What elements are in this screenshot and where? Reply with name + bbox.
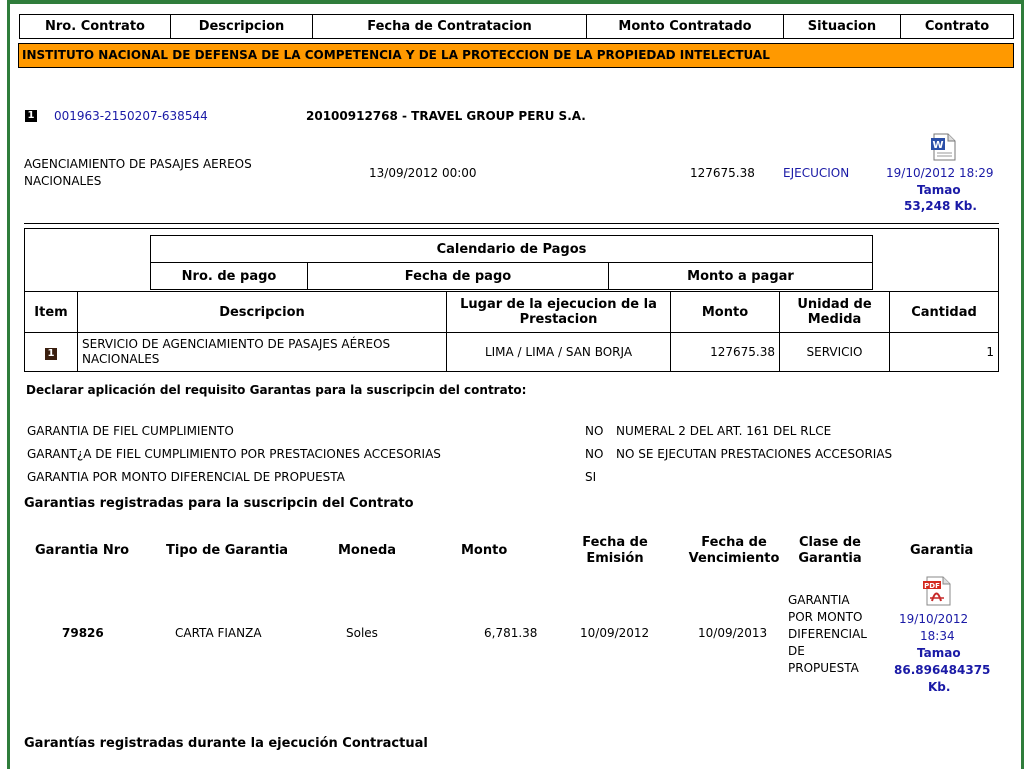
payment-calendar [150, 235, 873, 290]
contract-file-size: 53,248 Kb. [904, 199, 977, 213]
header-contrato: Contrato [901, 15, 1014, 39]
guarantee-vencimiento: 10/09/2013 [698, 626, 768, 640]
guarantees-col-vencimiento: Fecha de Vencimiento [688, 535, 780, 566]
contract-date: 13/09/2012 00:00 [369, 166, 477, 180]
guarantee-req-flag-3: SI [585, 470, 597, 484]
contract-amount: 127675.38 [690, 166, 755, 180]
table-row [25, 333, 999, 372]
guarantees-col-nro: Garantia Nro [35, 543, 130, 558]
guarantee-clase-line: POR MONTO [788, 610, 863, 624]
items-cell-monto: 127675.38 [671, 333, 780, 372]
guarantee-clase-line: DE [788, 644, 805, 658]
header-situacion: Situacion [784, 15, 901, 39]
guarantees-col-monto: Monto [461, 543, 508, 558]
calendar-col-fecha: Fecha de pago [308, 263, 609, 290]
guarantees-title: Garantias registradas para la suscripcin del Contrato [24, 496, 414, 511]
contract-file-size-label: Tamao [917, 183, 961, 197]
guarantees-col-tipo: Tipo de Garantia [166, 543, 289, 558]
header-fecha-contratacion: Fecha de Contratacion [313, 15, 587, 39]
guarantee-emision: 10/09/2012 [580, 626, 650, 640]
institution-banner: INSTITUTO NACIONAL DE DEFENSA DE LA COMPETENCIA Y DE LA PROTECCION DE LA PROPIEDAD INTELECTUAL [18, 43, 1014, 68]
items-col-cantidad: Cantidad [890, 292, 999, 333]
header-nro-contrato: Nro. Contrato [20, 15, 171, 39]
guarantee-file-date-1[interactable]: 19/10/2012 [899, 612, 969, 626]
contract-file-date[interactable]: 19/10/2012 18:29 [886, 166, 994, 180]
pdf-file-icon[interactable] [921, 574, 955, 608]
guarantees-col-emision: Fecha de Emisión [582, 535, 648, 566]
guarantee-clase-line: GARANTIA [788, 593, 850, 607]
items-cell-item [25, 333, 78, 372]
svg-text:W: W [932, 140, 944, 151]
guarantee-req-label-1: GARANTIA DE FIEL CUMPLIMIENTO [27, 424, 234, 438]
guarantee-clase [788, 592, 867, 677]
svg-text:PDF: PDF [924, 582, 940, 590]
guarantee-req-flag-1: NO [585, 424, 604, 438]
guarantee-clase-line: DIFERENCIAL [788, 627, 867, 641]
items-table [24, 291, 999, 372]
guarantees-col-moneda: Moneda [338, 543, 397, 558]
guarantee-monto: 6,781.38 [484, 626, 538, 640]
word-doc-icon[interactable] [928, 132, 958, 162]
items-col-lugar: Lugar de la ejecucion de la Prestacion [447, 292, 671, 333]
guarantee-nro: 79826 [62, 626, 104, 640]
items-col-item: Item [25, 292, 78, 333]
calendar-top-rule [24, 223, 999, 224]
contract-number-link[interactable]: 001963-2150207-638544 [54, 109, 208, 123]
guarantee-req-label-3: GARANTIA POR MONTO DIFERENCIAL DE PROPUESTA [27, 470, 345, 484]
items-cell-unidad: SERVICIO [780, 333, 890, 372]
items-col-monto: Monto [671, 292, 780, 333]
items-cell-cantidad: 1 [890, 333, 999, 372]
items-col-descripcion: Descripcion [78, 292, 447, 333]
supplier-name: 20100912768 - TRAVEL GROUP PERU S.A. [306, 109, 586, 123]
items-col-unidad: Unidad de Medida [780, 292, 890, 333]
contract-desc-line1: AGENCIAMIENTO DE PASAJES AEREOS [24, 157, 252, 171]
guarantee-moneda: Soles [346, 626, 378, 640]
calendar-col-monto: Monto a pagar [609, 263, 873, 290]
guarantee-file-size-2: Kb. [928, 680, 951, 694]
header-monto-contratado: Monto Contratado [587, 15, 784, 39]
contracts-header [19, 14, 1014, 39]
guarantee-file-date-2[interactable]: 18:34 [920, 629, 955, 643]
guarantees-col-garantia: Garantia [910, 543, 974, 558]
guarantees-col-clase: Clase de Garantia [798, 535, 862, 566]
contract-desc-line2: NACIONALES [24, 174, 102, 188]
guarantee-req-note-2: NO SE EJECUTAN PRESTACIONES ACCESORIAS [616, 447, 893, 461]
contract-status: EJECUCION [783, 166, 850, 180]
guarantee-clase-line: PROPUESTA [788, 661, 859, 675]
item-index-badge: 1 [45, 348, 57, 360]
calendar-title: Calendario de Pagos [151, 236, 873, 263]
items-header-row [25, 292, 999, 333]
items-cell-desc: SERVICIO DE AGENCIAMIENTO DE PASAJES AÉREOS NACIONALES [78, 333, 447, 372]
header-descripcion: Descripcion [171, 15, 313, 39]
guarantee-req-flag-2: NO [585, 447, 604, 461]
guarantee-req-note-1: NUMERAL 2 DEL ART. 161 DEL RLCE [616, 424, 832, 438]
execution-guarantees-title: Garantías registradas durante la ejecución Contractual [24, 736, 428, 751]
guarantee-req-title: Declarar aplicación del requisito Garantas para la suscripcin del contrato: [26, 383, 527, 397]
calendar-col-nro: Nro. de pago [151, 263, 308, 290]
contract-index-badge: 1 [25, 110, 37, 122]
guarantee-tipo: CARTA FIANZA [175, 626, 262, 640]
guarantee-file-size-1: 86.896484375 [894, 663, 991, 677]
guarantee-req-label-2: GARANT¿A DE FIEL CUMPLIMIENTO POR PRESTACIONES ACCESORIAS [27, 447, 441, 461]
guarantee-file-size-label: Tamao [917, 646, 961, 660]
items-cell-lugar: LIMA / LIMA / SAN BORJA [447, 333, 671, 372]
